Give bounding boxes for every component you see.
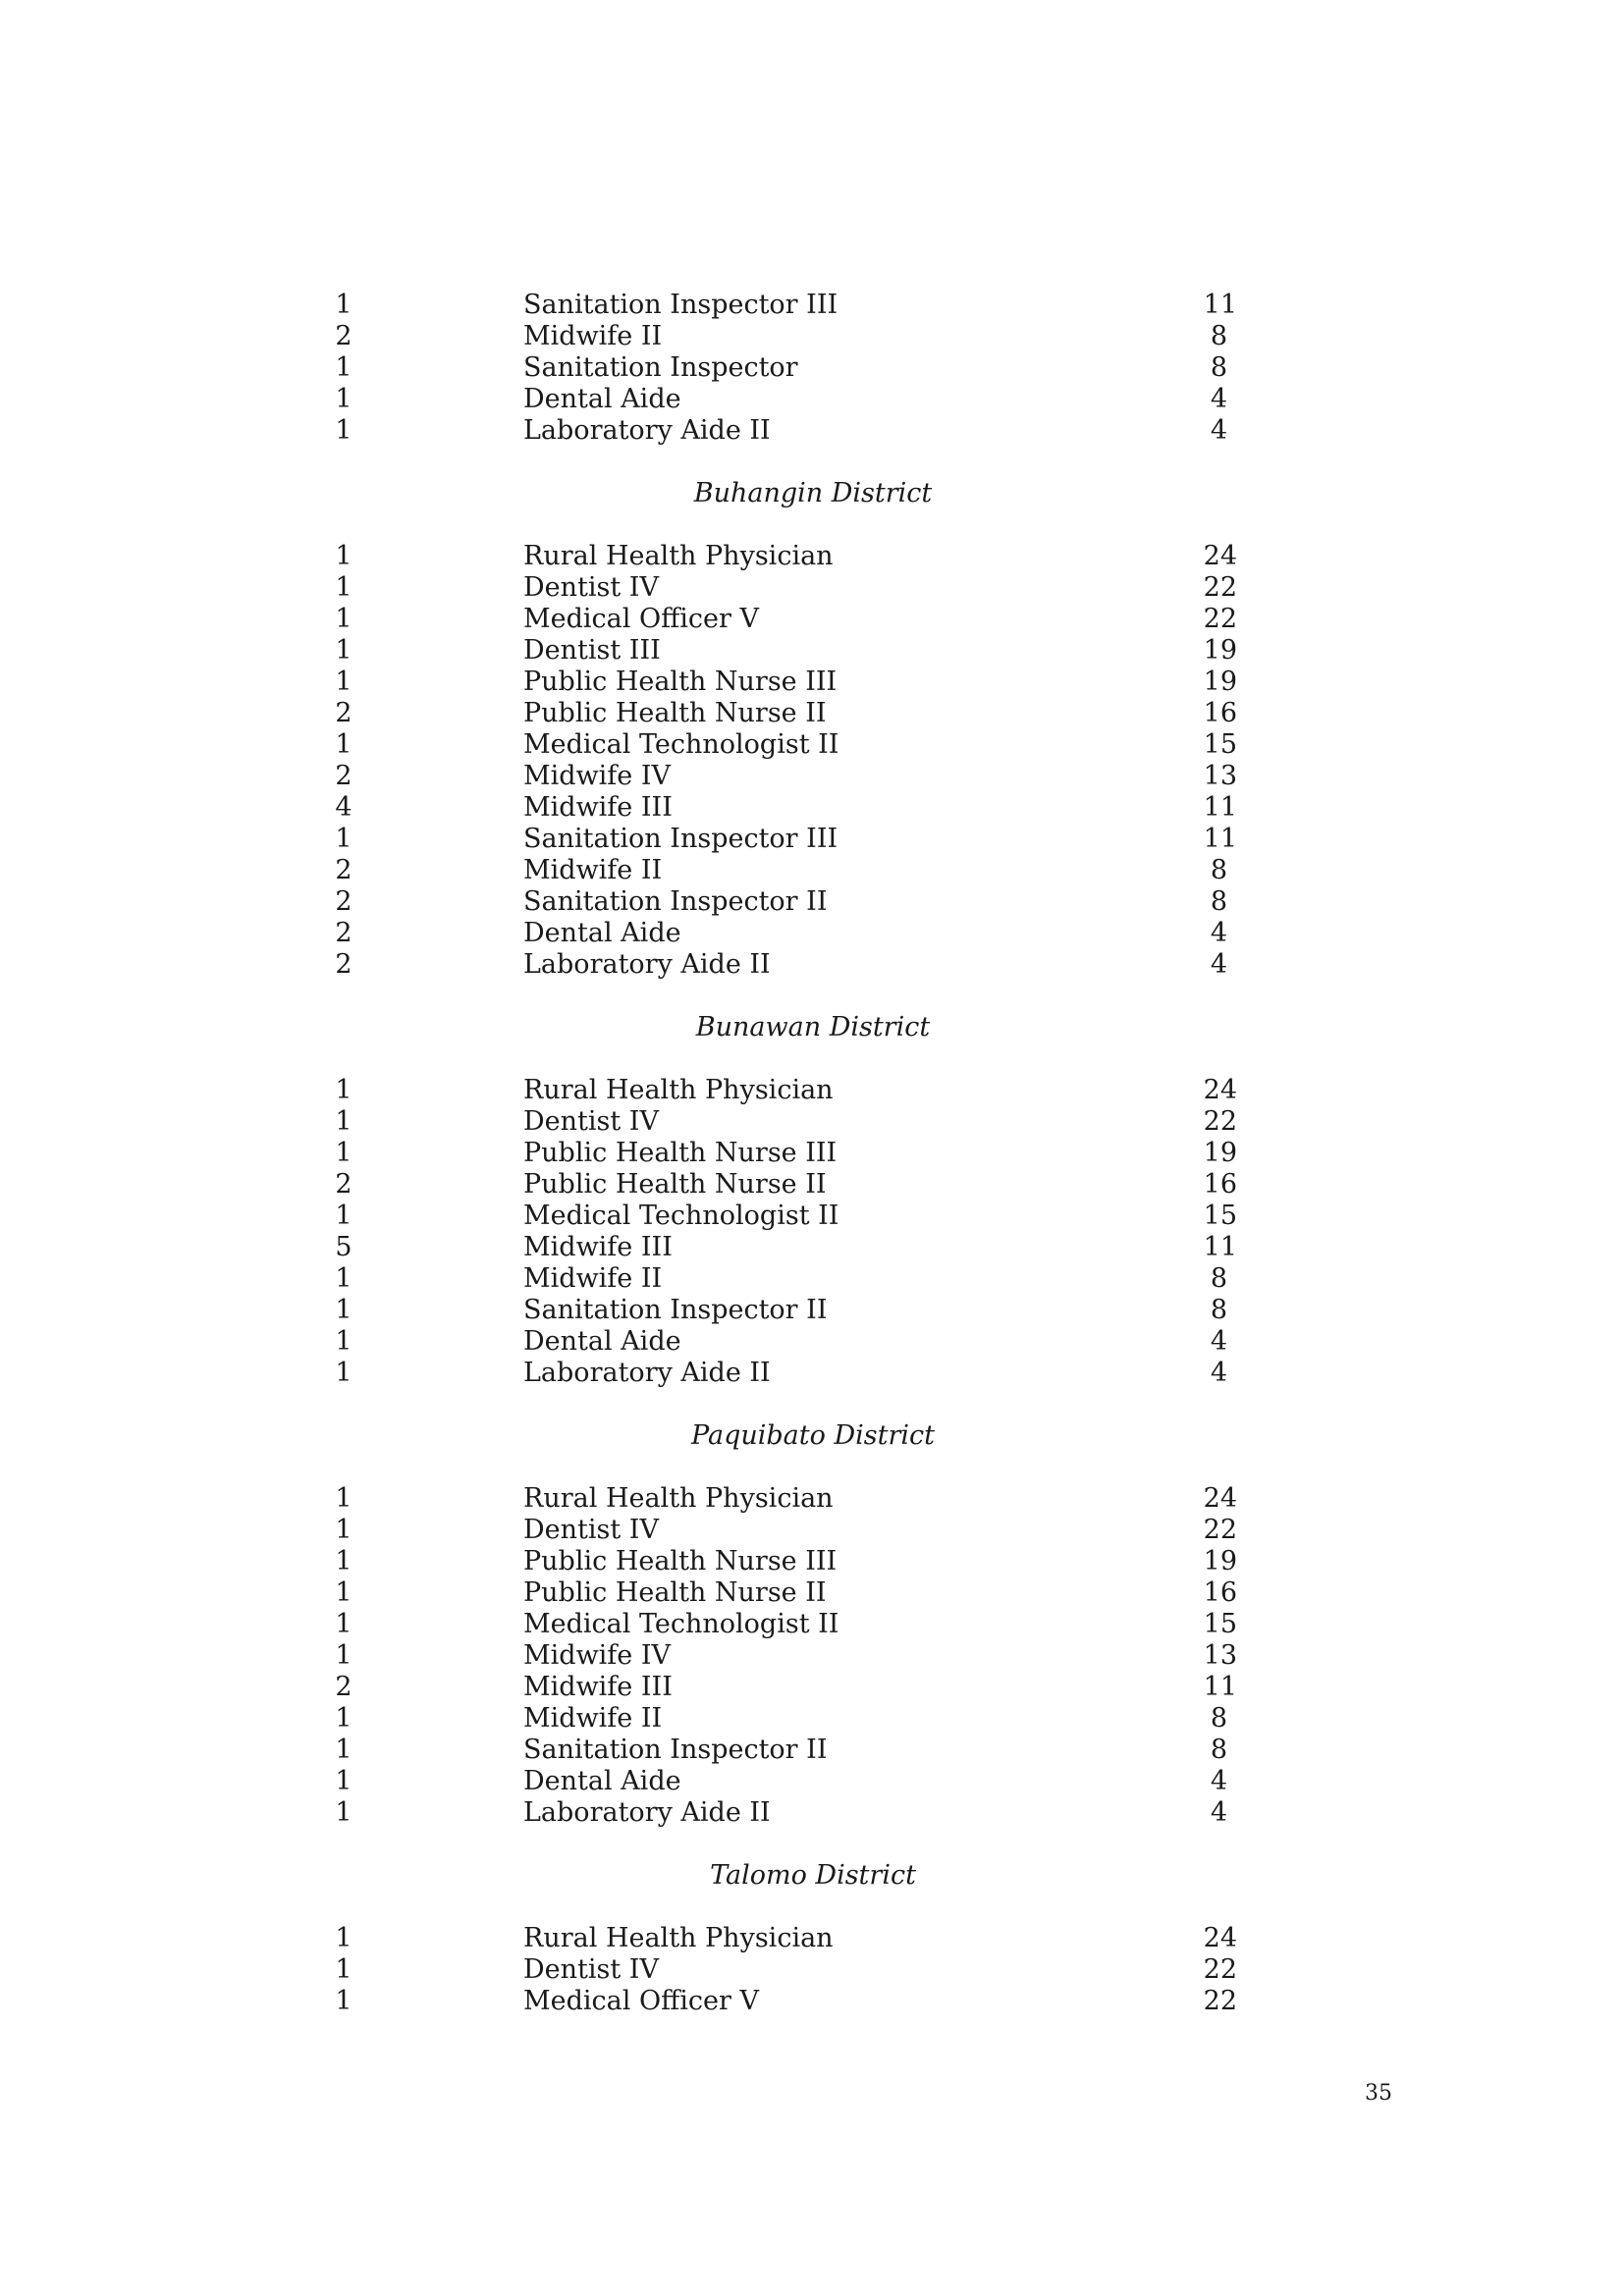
position-row: [0, 1577, 1623, 1609]
position-row: [0, 541, 1623, 572]
position-row: [0, 949, 1623, 981]
salary-grade: 4: [1210, 415, 1227, 446]
position-title: Laboratory Aide II: [523, 1358, 771, 1388]
position-title: Dentist III: [523, 635, 661, 666]
position-row: [0, 1106, 1623, 1138]
position-quantity: 2: [335, 886, 352, 917]
position-row: [0, 384, 1623, 415]
position-quantity: 1: [335, 352, 352, 383]
salary-grade: 24: [1203, 1483, 1237, 1514]
position-quantity: 1: [335, 1986, 352, 2016]
position-row: [0, 1797, 1623, 1829]
position-quantity: 1: [335, 667, 352, 697]
position-title: Medical Technologist II: [523, 729, 839, 760]
salary-grade: 8: [1210, 352, 1227, 383]
position-title: Midwife II: [523, 1703, 663, 1734]
position-row: [0, 352, 1623, 384]
position-quantity: 1: [335, 604, 352, 634]
position-row: [0, 1169, 1623, 1201]
district-section: [0, 1420, 1623, 1829]
position-row: [0, 1138, 1623, 1169]
position-title: Sanitation Inspector II: [523, 1295, 828, 1325]
position-quantity: 1: [335, 1640, 352, 1671]
position-quantity: 1: [335, 1609, 352, 1639]
district-heading: Buhangin District: [693, 478, 933, 508]
position-title: Sanitation Inspector II: [523, 1735, 828, 1765]
position-quantity: 1: [335, 1358, 352, 1388]
position-title: Dental Aide: [523, 918, 681, 948]
position-row: [0, 1766, 1623, 1797]
salary-grade: 22: [1203, 572, 1237, 603]
position-quantity: 1: [335, 1075, 352, 1105]
salary-grade: 16: [1203, 698, 1237, 728]
position-row: [0, 1201, 1623, 1232]
salary-grade: 8: [1210, 855, 1227, 885]
position-quantity: 1: [335, 1138, 352, 1168]
position-quantity: 1: [335, 1735, 352, 1765]
position-title: Public Health Nurse II: [523, 698, 827, 728]
page-number: 35: [1365, 2081, 1392, 2106]
position-quantity: 2: [335, 918, 352, 948]
position-quantity: 2: [335, 321, 352, 351]
position-title: Public Health Nurse III: [523, 1546, 838, 1576]
position-row: [0, 572, 1623, 604]
position-quantity: 2: [335, 855, 352, 885]
position-title: Sanitation Inspector III: [523, 824, 839, 854]
position-title: Laboratory Aide II: [523, 1797, 771, 1828]
salary-grade: 11: [1203, 792, 1237, 823]
position-title: Dentist IV: [523, 1954, 659, 1985]
district-section: [0, 1012, 1623, 1389]
position-title: Rural Health Physician: [523, 1483, 834, 1514]
position-quantity: 4: [335, 792, 352, 823]
position-row: [0, 1672, 1623, 1703]
position-row: [0, 635, 1623, 667]
position-quantity: 1: [335, 415, 352, 446]
position-row: [0, 792, 1623, 824]
salary-grade: 13: [1203, 1640, 1237, 1671]
position-title: Midwife IV: [523, 1640, 672, 1671]
position-quantity: 2: [335, 1672, 352, 1702]
position-row: [0, 1326, 1623, 1358]
position-row: [0, 1735, 1623, 1766]
position-title: Sanitation Inspector II: [523, 886, 828, 917]
salary-grade: 11: [1203, 824, 1237, 854]
position-row: [0, 918, 1623, 949]
position-row: [0, 886, 1623, 918]
position-row: [0, 1986, 1623, 2017]
position-quantity: 1: [335, 1295, 352, 1325]
position-row: [0, 698, 1623, 729]
position-quantity: 2: [335, 761, 352, 791]
position-quantity: 1: [335, 384, 352, 414]
position-row: [0, 761, 1623, 792]
position-quantity: 5: [335, 1232, 352, 1262]
position-quantity: 1: [335, 1954, 352, 1985]
position-row: [0, 604, 1623, 635]
position-quantity: 1: [335, 1515, 352, 1545]
salary-grade: 16: [1203, 1577, 1237, 1608]
position-row: [0, 1923, 1623, 1954]
salary-grade: 24: [1203, 541, 1237, 571]
position-title: Medical Officer V: [523, 1986, 760, 2016]
position-title: Midwife III: [523, 792, 673, 823]
district-heading: Paquibato District: [691, 1420, 935, 1451]
salary-grade: 15: [1203, 1201, 1237, 1231]
position-quantity: 1: [335, 1483, 352, 1514]
salary-grade: 13: [1203, 761, 1237, 791]
position-title: Medical Officer V: [523, 604, 760, 634]
salary-grade: 11: [1203, 1232, 1237, 1262]
position-row: [0, 1483, 1623, 1515]
position-title: Midwife III: [523, 1672, 673, 1702]
position-title: Dental Aide: [523, 384, 681, 414]
position-title: Public Health Nurse III: [523, 667, 838, 697]
salary-grade: 11: [1203, 1672, 1237, 1702]
position-title: Dentist IV: [523, 1515, 659, 1545]
position-row: [0, 1263, 1623, 1295]
position-row: [0, 1609, 1623, 1640]
position-title: Sanitation Inspector: [523, 352, 798, 383]
position-title: Midwife IV: [523, 761, 672, 791]
district-heading: Bunawan District: [695, 1012, 931, 1042]
position-row: [0, 415, 1623, 447]
position-title: Midwife II: [523, 321, 663, 351]
position-quantity: 1: [335, 541, 352, 571]
position-title: Sanitation Inspector III: [523, 290, 839, 320]
position-title: Medical Technologist II: [523, 1201, 839, 1231]
position-quantity: 1: [335, 572, 352, 603]
position-quantity: 2: [335, 949, 352, 980]
position-row: [0, 1075, 1623, 1106]
position-row: [0, 1640, 1623, 1672]
salary-grade: 4: [1210, 949, 1227, 980]
salary-grade: 19: [1203, 635, 1237, 666]
salary-grade: 22: [1203, 1986, 1237, 2016]
salary-grade: 19: [1203, 667, 1237, 697]
position-row: [0, 1358, 1623, 1389]
salary-grade: 15: [1203, 729, 1237, 760]
position-quantity: 1: [335, 824, 352, 854]
position-quantity: 1: [335, 1546, 352, 1576]
position-quantity: 1: [335, 1577, 352, 1608]
position-title: Dental Aide: [523, 1766, 681, 1796]
position-title: Rural Health Physician: [523, 1075, 834, 1105]
position-row: [0, 855, 1623, 886]
position-title: Medical Technologist II: [523, 1609, 839, 1639]
salary-grade: 11: [1203, 290, 1237, 320]
position-quantity: 1: [335, 729, 352, 760]
salary-grade: 8: [1210, 321, 1227, 351]
position-title: Midwife II: [523, 855, 663, 885]
district-section: [0, 1860, 1623, 2017]
salary-grade: 4: [1210, 1797, 1227, 1828]
position-row: [0, 1546, 1623, 1577]
position-row: [0, 824, 1623, 855]
position-title: Laboratory Aide II: [523, 949, 771, 980]
position-quantity: 1: [335, 1263, 352, 1294]
position-row: [0, 1703, 1623, 1735]
salary-grade: 24: [1203, 1075, 1237, 1105]
salary-grade: 16: [1203, 1169, 1237, 1200]
district-section: [0, 478, 1623, 981]
salary-grade: 8: [1210, 1295, 1227, 1325]
position-quantity: 2: [335, 698, 352, 728]
position-quantity: 1: [335, 635, 352, 666]
position-title: Rural Health Physician: [523, 1923, 834, 1953]
salary-grade: 4: [1210, 1358, 1227, 1388]
position-row: [0, 667, 1623, 698]
position-title: Rural Health Physician: [523, 541, 834, 571]
position-quantity: 2: [335, 1169, 352, 1200]
position-quantity: 1: [335, 1797, 352, 1828]
position-quantity: 1: [335, 1326, 352, 1357]
position-title: Laboratory Aide II: [523, 415, 771, 446]
salary-grade: 15: [1203, 1609, 1237, 1639]
salary-grade: 22: [1203, 1954, 1237, 1985]
position-row: [0, 729, 1623, 761]
position-row: [0, 1515, 1623, 1546]
document-body: [0, 290, 1623, 2017]
salary-grade: 4: [1210, 1326, 1227, 1357]
salary-grade: 22: [1203, 1515, 1237, 1545]
position-title: Midwife III: [523, 1232, 673, 1262]
position-quantity: 1: [335, 1923, 352, 1953]
salary-grade: 8: [1210, 1703, 1227, 1734]
salary-grade: 19: [1203, 1138, 1237, 1168]
salary-grade: 8: [1210, 886, 1227, 917]
position-quantity: 1: [335, 1201, 352, 1231]
salary-grade: 4: [1210, 918, 1227, 948]
salary-grade: 4: [1210, 384, 1227, 414]
district-section: [0, 290, 1623, 447]
position-quantity: 1: [335, 1106, 352, 1137]
salary-grade: 4: [1210, 1766, 1227, 1796]
position-title: Public Health Nurse III: [523, 1138, 838, 1168]
position-row: [0, 1954, 1623, 1986]
salary-grade: 22: [1203, 1106, 1237, 1137]
position-title: Dentist IV: [523, 572, 659, 603]
position-title: Dentist IV: [523, 1106, 659, 1137]
salary-grade: 19: [1203, 1546, 1237, 1576]
position-row: [0, 1295, 1623, 1326]
position-title: Public Health Nurse II: [523, 1577, 827, 1608]
position-row: [0, 290, 1623, 321]
position-quantity: 1: [335, 1703, 352, 1734]
district-heading: Talomo District: [710, 1860, 916, 1891]
salary-grade: 22: [1203, 604, 1237, 634]
position-row: [0, 321, 1623, 352]
position-title: Public Health Nurse II: [523, 1169, 827, 1200]
position-title: Dental Aide: [523, 1326, 681, 1357]
position-title: Midwife II: [523, 1263, 663, 1294]
salary-grade: 24: [1203, 1923, 1237, 1953]
position-quantity: 1: [335, 290, 352, 320]
salary-grade: 8: [1210, 1263, 1227, 1294]
position-row: [0, 1232, 1623, 1263]
position-quantity: 1: [335, 1766, 352, 1796]
salary-grade: 8: [1210, 1735, 1227, 1765]
